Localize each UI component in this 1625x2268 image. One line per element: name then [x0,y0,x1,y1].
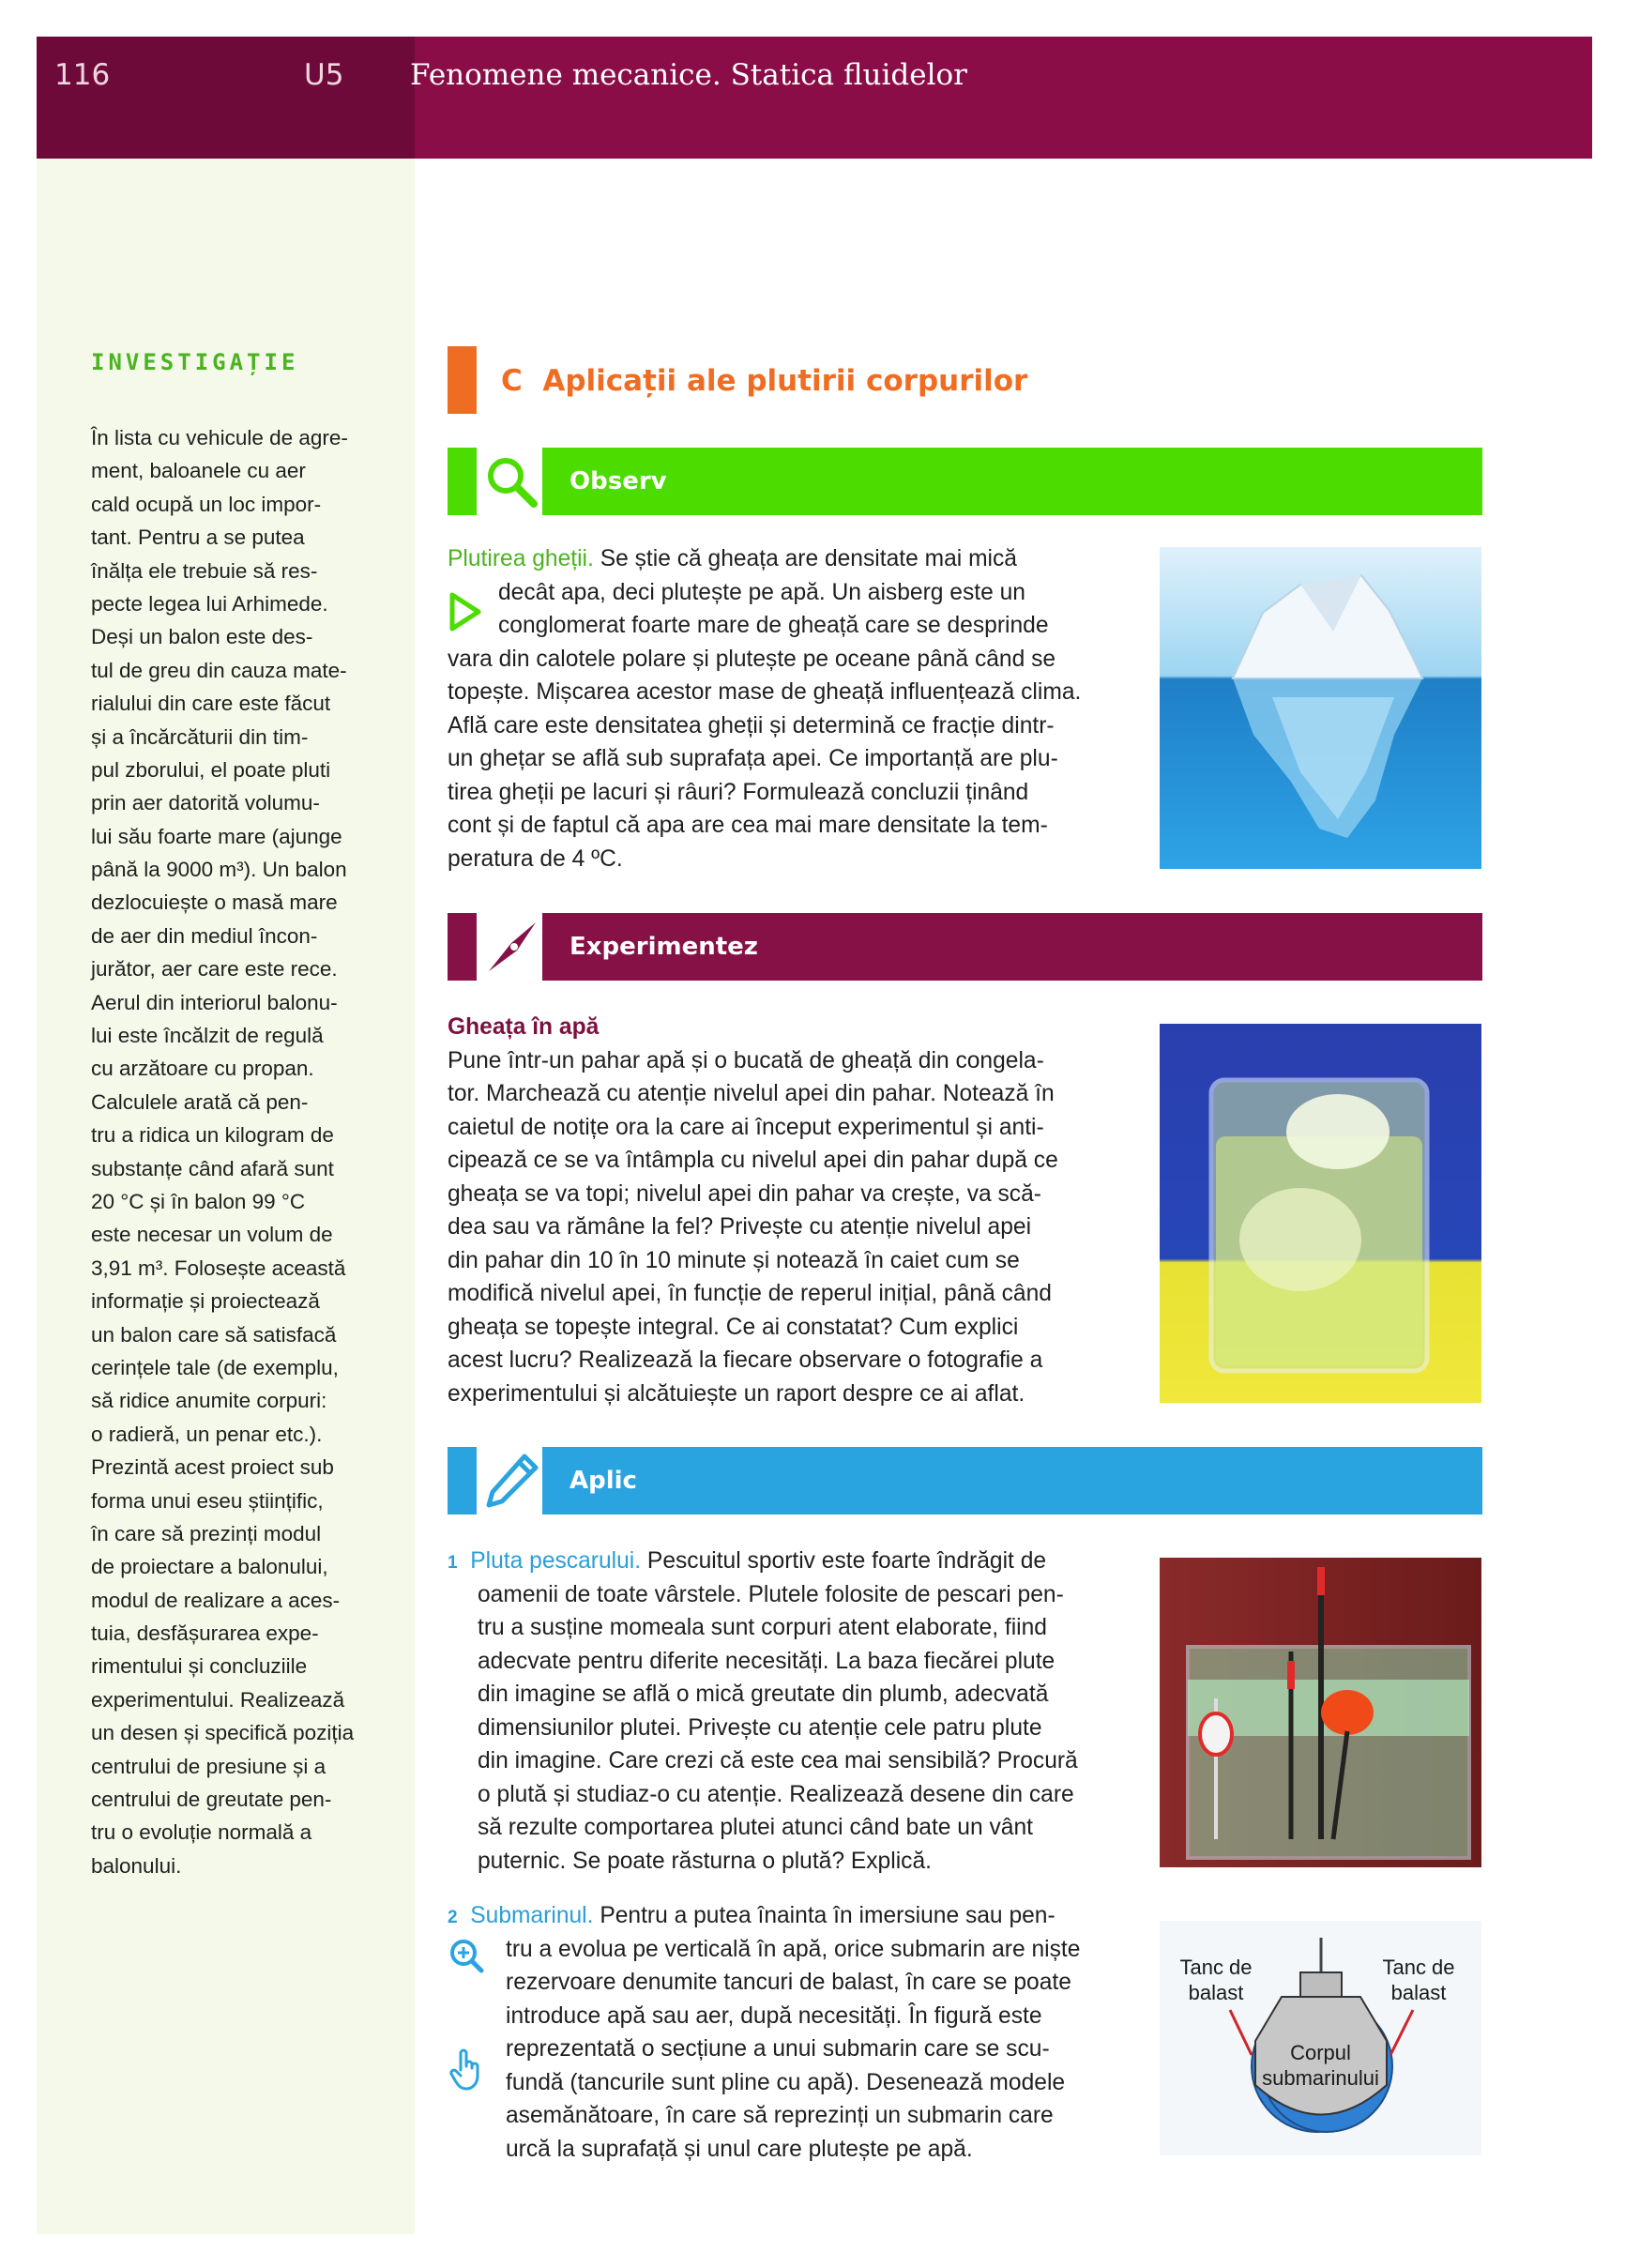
iceberg-photo [1160,547,1481,869]
experimentez-line: gheața se topește integral. Ce ai constatat? Cum explici [448,1314,1019,1340]
item2-heading: Submarinul. [470,1903,594,1928]
header-left-block [37,37,415,159]
item2-line: reprezentată o secțiune a unui submarin care se scu- [506,2036,1050,2062]
experimentez-stub [448,913,477,981]
sidebar-line: experimentului. Realizează [91,1687,345,1712]
observ-heading: Plutirea gheții. [448,546,594,571]
sidebar-line: lui este încălzit de regulă [91,1024,324,1048]
experimentez-text [448,1011,1058,1410]
sidebar-line: cu arzătoare cu propan. [91,1057,314,1081]
sidebar-line: până la 9000 m³). Un balon [91,858,347,882]
experimentez-line: tor. Marchează cu atenție nivelul apei din pahar. Notează în [448,1081,1055,1106]
observ-line: Află care este densitatea gheții și determină ce fracție dintr- [448,712,1055,738]
ice-glass-photo [1160,1024,1481,1403]
observ-line: tirea gheții pe lacuri și râuri? Formulează concluzii ținând [448,779,1029,805]
sidebar-line: de proiectare a balonului, [91,1555,328,1579]
sidebar-line: tru a ridica un kilogram de [91,1123,334,1148]
item1-line: din imagine. Care crezi că este cea mai sensibilă? Procură [478,1748,1078,1773]
sidebar-line: informație și proiectează [91,1289,320,1314]
sidebar-line: înălța ele trebuie să res- [91,558,318,583]
section-letter: C [501,364,523,398]
experimentez-line: acest lucru? Realizează la fiecare observare o fotografie a [448,1347,1043,1373]
observ-line: conglomerat foarte mare de gheață care se desprinde [498,613,1049,638]
item2-line: urcă la suprafață și unul care plutește pe apă. [506,2136,973,2162]
section-title [501,360,1027,402]
aplic-stub [448,1447,477,1515]
sidebar-line: forma unui eseu științific, [91,1488,324,1513]
experimentez-line: gheața se va topi; nivelul apei din pahar va crește, va scă- [448,1180,1041,1207]
sidebar-line: ment, baloanele cu aer [91,459,306,483]
observ-line: topește. Mișcarea acestor mase de gheață influențează clima. [448,679,1082,705]
sidebar-line: tul de greu din cauza mate- [91,658,347,682]
sidebar-line: un desen și specifică poziția [91,1721,355,1745]
observ-bar [542,448,1482,515]
sidebar-line: 3,91 m³. Folosește această [91,1256,346,1280]
item1-heading: Pluta pescarului. [470,1548,642,1574]
item1-line: tru a susține momeala sunt corpuri atent elaborate, fiind [478,1615,1047,1640]
sidebar-line: substanțe când afară sunt [91,1156,334,1180]
experimentez-heading: Gheața în apă [448,1014,600,1040]
sidebar-line: prin aer datorită volumu- [91,791,320,815]
hull-label: Corpul submarinului [1262,2041,1379,2090]
sidebar-line: tru o evoluție normală a [91,1820,312,1845]
item1-line: dimensiunilor plutei. Privește cu atenție cele patru plute [478,1714,1042,1741]
item2-first-line: Pentru a putea înainta în imersiune sau pen- [593,1903,1055,1928]
item2-line: asemănătoare, în care să reprezinți un submarin care [506,2103,1054,2128]
aplic-bar [542,1447,1482,1515]
observ-line: cont și de faptul că apa are cea mai mare densitate la tem- [448,813,1048,838]
magnifier-icon [483,451,539,511]
item2-number: 2 [448,1908,458,1927]
item1-line: adecvate pentru diferite necesități. La baza fiecărei plute [478,1648,1055,1674]
observ-line: un ghețar se află sub suprafața apei. Ce importanță are plu- [448,746,1058,771]
sidebar-line: Calculele arată că pen- [91,1089,309,1114]
observ-label: Observ [570,467,667,495]
aplic-label: Aplic [570,1467,637,1495]
sidebar-line: tant. Pentru a se putea [91,525,305,550]
observ-text [448,542,1081,875]
experimentez-line: cipează ce se va întâmpla cu nivelul apei din pahar după ce [448,1148,1058,1173]
sidebar-line: și a încărcăturii din tim- [91,724,309,749]
compass-icon [483,917,539,977]
sidebar-line: pecte legea lui Arhimede. [91,591,328,616]
experimentez-line: din pahar din 10 în 10 minute și notează în caiet cum se [448,1247,1020,1273]
tank-left-label: Tanc de balast [1179,1956,1253,2004]
experimentez-line: dea sau va rămâne la fel? Privește cu atenție nivelul apei [448,1214,1032,1240]
page-number: 116 [54,58,111,92]
item1-number: 1 [448,1553,458,1573]
item2-line: tru a evolua pe verticală în apă, orice submarin are niște [506,1936,1081,1962]
observ-line: decât apa, deci plutește pe apă. Un aisberg este un [498,579,1025,605]
sidebar-text [91,421,389,1882]
item2-line: rezervoare denumite tancuri de balast, în care se poate [506,1970,1071,1995]
sidebar-line: balonului. [91,1853,182,1878]
observ-first-line: Se știe că gheața are densitate mai mică [593,546,1017,571]
sidebar-line: rialului din care este făcut [91,692,331,716]
sidebar-line: centrului de presiune și a [91,1754,327,1778]
sidebar-line: să ridice anumite corpuri: [91,1389,327,1413]
item2-line: fundă (tancurile sunt pline cu apă). Desenează modele [506,2069,1066,2095]
sidebar-line: dezlocuiește o masă mare [91,890,338,915]
observ-line: peratura de 4 ºC. [448,845,623,872]
item1-line: să rezulte comportarea plutei atunci când bate un vânt [478,1815,1033,1840]
sidebar-line: pul zborului, el poate pluti [91,757,331,782]
sidebar-line: în care să prezinți modul [91,1521,322,1545]
floats-photo [1160,1558,1481,1867]
sidebar-line: este necesar un volum de [91,1223,333,1247]
sidebar-line: cald ocupă un loc impor- [91,492,322,516]
sidebar-line: În lista cu vehicule de agre- [91,426,348,449]
sidebar-line: lui său foarte mare (ajunge [91,824,342,848]
item1-line: oamenii de toate vârstele. Plutele folosite de pescari pen- [478,1581,1064,1607]
sidebar-line: modul de realizare a aces- [91,1588,341,1612]
sidebar-line: Prezintă acest proiect sub [91,1455,334,1480]
sidebar-line: tuia, desfășurarea expe- [91,1621,319,1646]
item2-text [448,1899,1080,2166]
sidebar-line: o radieră, un penar etc.). [91,1422,323,1446]
item1-line: din imagine se află o mică greutate din plumb, adecvată [478,1682,1049,1707]
sidebar-line: Aerul din interiorul balonu- [91,990,338,1014]
zoom-in-icon [448,1937,485,1974]
section-heading: Aplicații ale plutirii corpurilor [542,364,1028,398]
observ-stub [448,448,477,515]
sidebar-line: cerințele tale (de exemplu, [91,1355,339,1379]
item2-line: introduce apă sau aer, după necesități. În figură este [506,2002,1042,2029]
unit-label: U5 [304,58,344,92]
chapter-title: Fenomene mecanice. Statica fluidelor [410,58,967,92]
sidebar-line: de aer din mediul încon- [91,923,318,948]
section-marker [448,346,477,414]
sidebar-title: INVESTIGAȚIE [91,349,299,375]
observ-line: vara din calotele polare și plutește pe oceane până când se [448,646,1056,672]
play-arrow-icon [448,591,482,632]
item1-text [448,1545,1078,1878]
sidebar-line: rimentului și concluziile [91,1654,308,1679]
touch-hand-icon [448,2047,485,2093]
item1-line: o plută și studiaz-o cu atenție. Realizează desene din care [478,1781,1074,1807]
experimentez-line: experimentului și alcătuiește un raport despre ce ai aflat. [448,1380,1025,1407]
sidebar-line: centrului de greutate pen- [91,1788,332,1812]
experimentez-line: Pune într-un pahar apă și o bucată de gheață din congela- [448,1047,1044,1073]
tank-right-label: Tanc de balast [1382,1956,1455,2004]
sidebar-line: Deși un balon este des- [91,625,313,649]
sidebar-line: 20 °C și în balon 99 °C [91,1189,306,1213]
item1-first-line: Pescuitul sportiv este foarte îndrăgit de [641,1548,1047,1574]
sidebar-line: un balon care să satisfacă [91,1322,337,1347]
experimentez-line: modifică nivelul apei, în funcție de reperul inițial, până când [448,1281,1052,1306]
experimentez-label: Experimentez [570,933,758,961]
pencil-icon [483,1451,539,1511]
sidebar-line: jurător, aer care este rece. [91,957,338,982]
experimentez-line: caietul de notițe ora la care ai început experimentul și anti- [448,1114,1044,1140]
item1-line: puternic. Se poate răsturna o plută? Explică. [478,1848,932,1874]
